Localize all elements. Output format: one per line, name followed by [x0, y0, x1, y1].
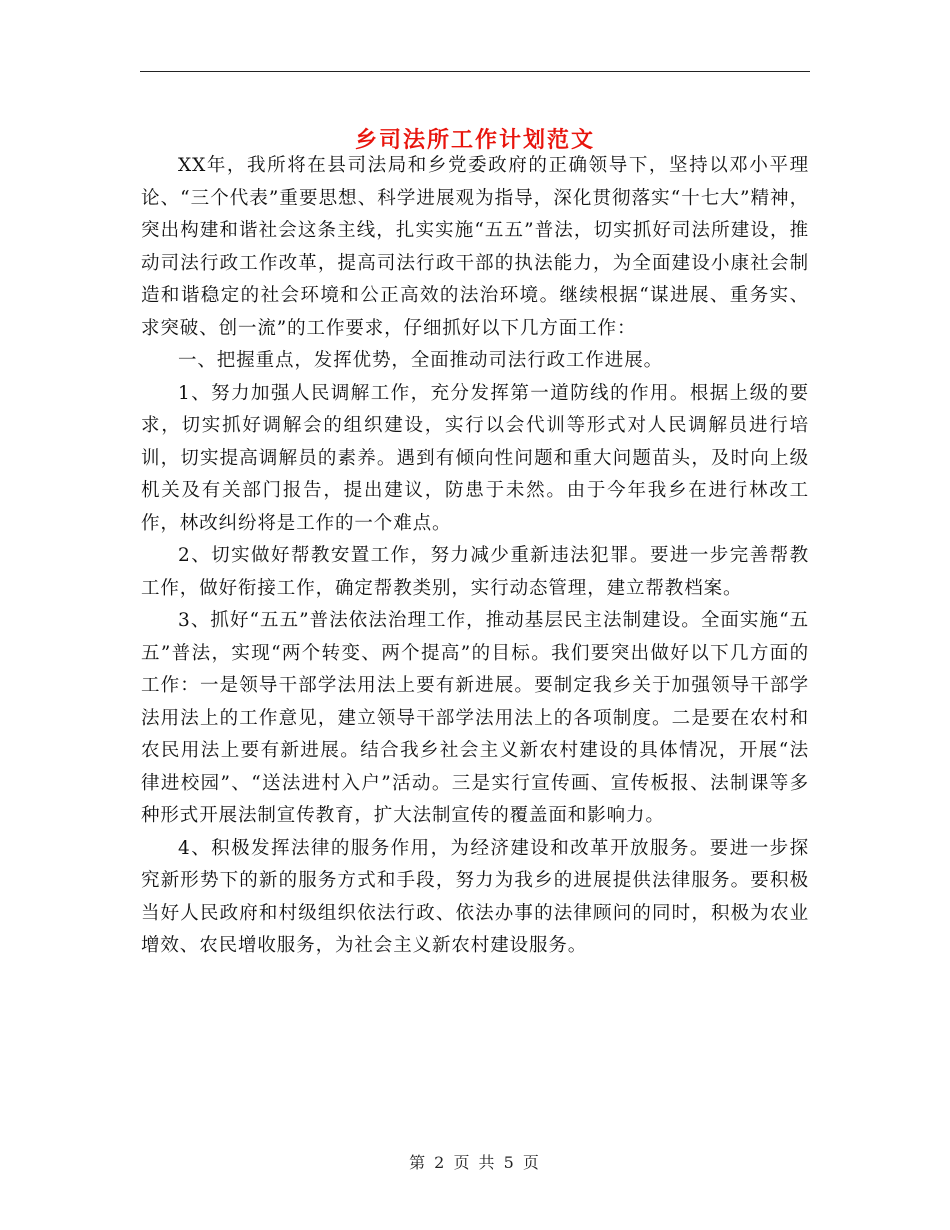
document-body [141, 150, 809, 963]
paragraph-item-4: 4、积极发挥法律的服务作用，为经济建设和改革开放服务。要进一步探究新形势下的新的服务方式和手段，努力为我乡的进展提供法律服务。要积极当好人民政府和村级组织依法行政、依法办事的法律顾问的同时，积极为农业增效、农民增收服务，为社会主义新农村建设服务。 [141, 837, 809, 956]
paragraph-item-3: 3、抓好“五五”普法依法治理工作，推动基层民主法制建设。全面实施“五五”普法，实现“两个转变、两个提高”的目标。我们要突出做好以下几方面的工作：一是领导干部学法用法上要有新进展。要制定我乡关于加强领导干部学法用法上的工作意见，建立领导干部学法用法上的各项制度。二是要在农村和农民用法上要有新进展。结合我乡社会主义新农村建设的具体情况，开展“法律进校园”、“送法进村入户”活动。三是实行宣传画、宣传板报、法制课等多种形式开展法制宣传教育，扩大法制宣传的覆盖面和影响力。 [141, 610, 809, 826]
paragraph-item-2: 2、切实做好帮教安置工作，努力减少重新违法犯罪。要进一步完善帮教工作，做好衔接工作，确定帮教类别，实行动态管理，建立帮教档案。 [141, 545, 809, 599]
document-title: 乡司法所工作计划范文 [354, 126, 595, 153]
paragraph-item-1: 1、努力加强人民调解工作，充分发挥第一道防线的作用。根据上级的要求，切实抓好调解会的组织建设，实行以会代训等形式对人民调解员进行培训，切实提高调解员的素养。遇到有倾向性问题和重大问题苗头，及时向上级机关及有关部门报告，提出建议，防患于未然。由于今年我乡在进行林改工作，林改纠纷将是工作的一个难点。 [141, 382, 809, 534]
header-rule [140, 71, 810, 72]
page-number: 第 2 页 共 5 页 [409, 1153, 541, 1172]
paragraph-intro: XX年，我所将在县司法局和乡党委政府的正确领导下，坚持以邓小平理论、“三个代表”重要思想、科学进展观为指导，深化贯彻落实“十七大”精神，突出构建和谐社会这条主线，扎实实施“五五”普法，切实抓好司法所建设，推动司法行政工作改革，提高司法行政干部的执法能力，为全面建设小康社会制造和谐稳定的社会环境和公正高效的法治环境。继续根据“谋进展、重务实、求突破、创一流”的工作要求，仔细抓好以下几方面工作： [141, 155, 809, 339]
paragraph-section-heading: 一、把握重点，发挥优势，全面推动司法行政工作进展。 [178, 350, 664, 371]
